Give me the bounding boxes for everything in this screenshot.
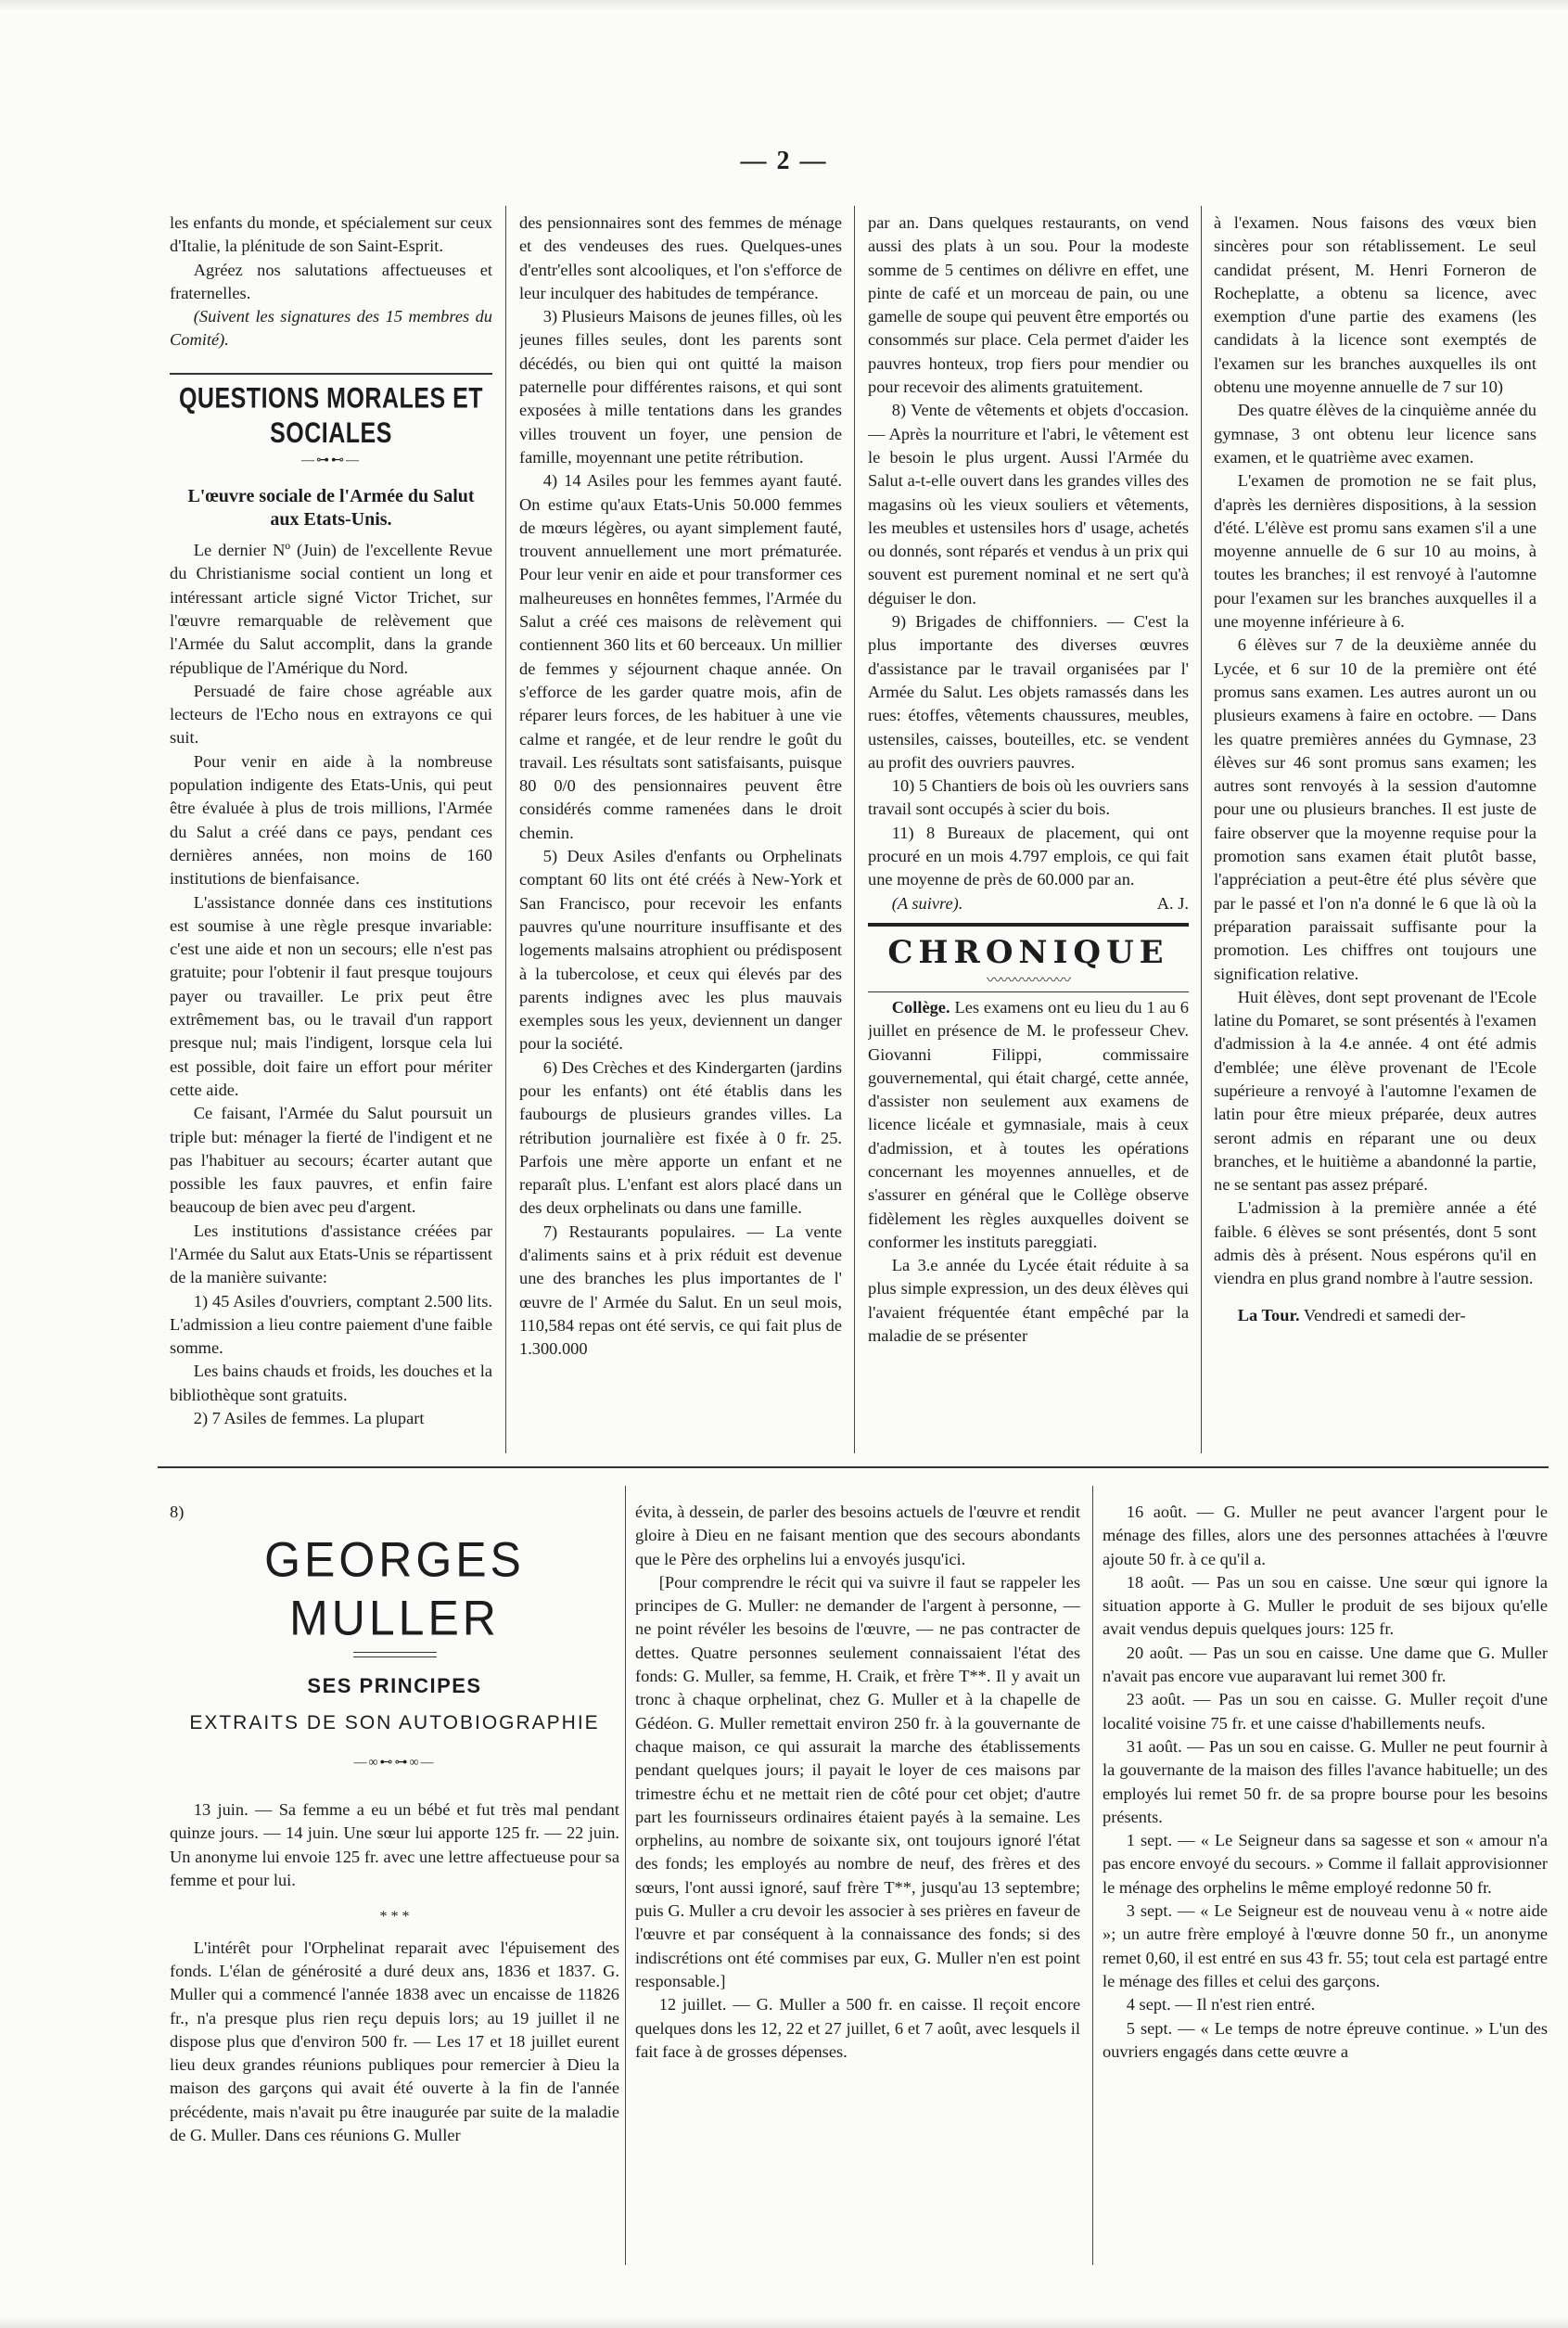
paragraph: 13 juin. — Sa femme a eu un bébé et fut très mal pendant quinze jours. — 14 juin. Une sœur lui apporte 125 fr. — 22 juin. Un anonyme lui envoie 125 fr. avec une lettre affectueuse pour sa femme et pour lui. (170, 1800, 619, 1890)
paragraph: 18 août. — Pas un sou en caisse. Une sœur qui ignore la situation apporte à G. Muller le produit de ses bijoux qu'elle avait vendus depuis quelques jours: 125 fr. (1103, 1572, 1548, 1639)
top-column-4 (1214, 211, 1536, 1450)
paragraph-lead: La Tour. (1237, 1305, 1300, 1324)
article-footer (868, 892, 1189, 915)
paragraph: Les institutions d'assistance créées par l'Armée du Salut aux Etats-Unis se répartissent de la manière suivante: (170, 1221, 492, 1287)
paragraph: Agréez nos salutations affectueuses et fraternelles. (170, 260, 492, 302)
bottom-column-1 (170, 1501, 619, 2270)
column-rule (1092, 1486, 1093, 2265)
list-item: 8) Vente de vêtements et objets d'occasion. — Après la nourriture et l'abri, le vêtement est le besoin le plus urgent. Aussi l'Armée du Salut a-t-elle ouvert dans les grandes villes des magasins où les vieux souliers et vêtements, les meubles et ustensiles hors d' usage, achetés ou donnés, sont réparés et vendus à un prix qui souvent est purement nominal et ne sert qu'à déguiser le don. (868, 401, 1189, 608)
top-column-3 (868, 211, 1189, 1450)
list-item: 4) 14 Asiles pour les femmes ayant fauté. On estime qu'aux Etats-Unis 50.000 femmes de mœurs légères, ou ayant simplement fauté, trouvent annuellement une mort prématurée. Pour leur venir en aide et pour transformer ces malheureuses en honnêtes femmes, l'Armée du Salut a créé ces maisons de relèvement qui contiennent 360 lits et 60 berceaux. Un millier de femmes y séjournent chaque année. On s'efforce de les garder quatre mois, afin de réparer leurs forces, de les habituer à une vie calme et rangée, et de leur rendre le goût du travail. Les résultats sont satisfaisants, puisque 80 0/0 des pensionnaires peuvent être considérés comme ramenées dans le droit chemin. (519, 471, 842, 842)
paragraph: des pensionnaires sont des femmes de ménage et des vendeuses des rues. Quelques-unes d'entr'elles sont alcooliques, et l'on s'efforce de leur inculquer des habitudes de tempérance. (519, 213, 842, 302)
paragraph: 16 août. — G. Muller ne peut avancer l'argent pour le ménage des filles, alors une des personnes attachées à l'œuvre ajoute 50 fr. à ce qu'il a. (1103, 1503, 1548, 1568)
column-rule (1201, 206, 1202, 1453)
author-initials: A. J. (1156, 893, 1189, 913)
scan-top-edge (0, 0, 1568, 11)
bottom-column-3 (1103, 1501, 1548, 2270)
paragraph: L'admission à la première année a été faible. 6 élèves se sont présentés, dont 5 sont admis dès à présent. Nous espérons qu'il en viendra en plus grand nombre à l'autre session. (1214, 1198, 1536, 1288)
feuilleton-subtitle-2: EXTRAITS DE SON AUTOBIOGRAPHIE (189, 1711, 600, 1733)
ornament: —⊶⊷— (301, 453, 361, 467)
article-title-line-1: L'œuvre sociale de l'Armée du Salut (187, 486, 475, 507)
top-column-2 (519, 211, 842, 1450)
paragraph: L'intérêt pour l'Orphelinat reparait avec l'épuisement des fonds. L'élan de générosité a duré deux ans, 1836 et 1837. G. Muller qui a commencé l'année 1838 avec un encaisse de 11826 fr., n'a presque plus rien reçu depuis lors; au 19 juillet il ne dispose plus que d'environ 500 fr. — Les 17 et 18 juillet eurent lieu deux grandes réunions publiques pour remercier à Dieu la maison des garçons qui avait été ouverte à la fin de l'année précédente, mais n'avait pu être inaugurée par suite de la maladie de G. Muller. Dans ces réunions G. Muller (170, 1938, 619, 2145)
article-title (170, 485, 492, 531)
paragraph: 5 sept. — « Le temps de notre épreuve continue. » L'un des ouvriers engagés dans cette œuvre a (1103, 2018, 1548, 2061)
signature-note: (Suivent les signatures des 15 membres du Comité). (170, 307, 492, 350)
title-underline (353, 1652, 437, 1657)
paragraph: L'examen de promotion ne se fait plus, d'après les dernières dispositions, à la session d'été. L'élève est promu sans examen s'il a une moyenne annuelle de 6 sur 10 au moins, à toutes les branches; il est renvoyé à l'automne pour l'examen sur les branches auxquelles il a une moyenne inférieure à 6. (1214, 471, 1536, 632)
chronique-header (868, 923, 1189, 992)
paragraph: 1 sept. — « Le Seigneur dans sa sagesse et son « amour n'a pas encore envoyé du secours. » Comme il fallait approvisionner le ménage des orphelins le même employé redonne 50 fr. (1103, 1831, 1548, 1897)
scan-bottom-edge (0, 2317, 1568, 2328)
list-item: 1) 45 Asiles d'ouvriers, comptant 2.500 lits. L'admission a lieu contre paiement d'une faible somme. (170, 1291, 492, 1358)
chronique-title: CHRONIQUE (887, 933, 1169, 971)
list-item: 3) Plusieurs Maisons de jeunes filles, où les jeunes filles seules, dont les parents sont décédés, ou bien qui ont quitté la maison paternelle pour différentes raisons, et qui sont exposées à mille tentations dans les grandes villes trouvent un foyer, une pension de famille, moyennant une petite rétribution. (519, 307, 842, 467)
paragraph: [Pour comprendre le récit qui va suivre il faut se rappeler les principes de G. Muller: ne demander de l'argent à personne, — ne point révéler les besoins de l'œuvre, — ne pas contracter de dettes. Quatre personnes seulement connaissaient l'état des fonds: G. Muller, sa femme, H. Craik, et frère T**. Il y avait un tronc à chaque orphelinat, chez G. Muller et à la chapelle de Gédéon. G. Muller remettait environ 250 fr. à la gouvernante de chaque maison, ce qui assurait la marche des établissements pendant quelques jours; il payait le loyer de ces maisons par trimestre échu et ne mettait rien de côté pour cet objet; d'autre part les fournisseurs ordinaires étaient payés à la semaine. Les orphelins, au nombre de soixante six, ont toujours ignoré l'état des fonds; les employés au nombre de neuf, des frères et des sœurs, l'ont aussi ignoré, sauf frère T**, jusqu'au 13 septembre; puis G. Muller a cru devoir les associer à ses prières en faveur de l'œuvre et par conséquent à la connaissance des fonds; si des indiscrétions ont été commises par eux, G. Muller n'en est point responsable.] (635, 1572, 1080, 1990)
bottom-column-2 (635, 1501, 1080, 2270)
list-item: 6) Des Crèches et des Kindergarten (jardins pour les enfants) ont été établis dans les faubourgs de plusieurs grandes villes. La rétribution journalière est fixée à 0 fr. 25. Parfois une mère apporte un enfant et ne reparaît plus. L'enfant est alors placé dans un des deux orphelinats ou dans une famille. (519, 1057, 842, 1218)
column-rule (625, 1486, 626, 2265)
paragraph: par an. Dans quelques restaurants, on vend aussi des plats à un sou. Pour la modeste somme de 5 centimes on délivre en effet, une pinte de café et un morceau de pain, ou une gamelle de soupe qui peuvent être emportés ou consommés sur place. Cela permet d'aider les pauvres honteux, trop fiers pour mendier ou pour recevoir des aliments gratuitement. (868, 213, 1189, 397)
list-item: 2) 7 Asiles de femmes. La plupart (193, 1409, 425, 1428)
paragraph-lead: Collège. (891, 997, 950, 1017)
paragraph: 4 sept. — Il n'est rien entré. (1126, 1995, 1316, 2015)
paragraph: La 3.e année du Lycée était réduite à sa plus simple expression, un des deux élèves qui l'avaient fréquentée étant empêché par la maladie de se présenter (868, 1256, 1189, 1346)
section-divider (158, 1466, 1549, 1468)
feuilleton-title: GEORGES MULLER (264, 1532, 525, 1646)
paragraph: 23 août. — Pas un sou en caisse. G. Muller reçoit d'une localité voisine 75 fr. et une caisse d'habillements neufs. (1103, 1690, 1548, 1733)
list-item: 10) 5 Chantiers de bois où les ouvriers sans travail sont occupés à scier du bois. (868, 776, 1189, 819)
paragraph: L'assistance donnée dans ces institutions est soumise à une règle presque invariable: c'est une aide et non un secours; elle n'est pas gratuite; pour l'obtenir il faut presque toujours payer ou travailler. Le prix peut être extrêmement bas, ou le travail d'un rapport presque nul; mais l'indigent, lorsque cela lui est possible, doit faire un effort pour mériter cette aide. (170, 892, 492, 1099)
paragraph: 31 août. — Pas un sou en caisse. G. Muller ne peut fournir à la gouvernante de la maison des filles l'avance habituelle; un des employés lui remet 50 fr. de sa propre bourse pour les besoins présents. (1103, 1736, 1548, 1826)
section-title: QUESTIONS MORALES ET SOCIALES (178, 381, 484, 450)
paragraph: 12 juillet. — G. Muller a 500 fr. en caisse. Il reçoit encore quelques dons les 12, 22 et 27 juillet, 6 et 7 août, avec lesquels il fait face à de grosses dépenses. (635, 1995, 1080, 2061)
paragraph: Collège. Les examens ont eu lieu du 1 au 6 juillet en présence de M. le professeur Chev. Giovanni Filippi, commissaire gouvernemental, qui était chargé, cette année, d'assister non seulement aux examens de licence licéale et gymnasiale, mais à ceux d'admission, et à toutes les opérations concernant les moyennes annuelles, et de s'assurer en général que le Collège observe fidèlement les règles auxquelles doivent se conformer les instituts pareggiati. (868, 997, 1189, 1251)
list-item: 5) Deux Asiles d'enfants ou Orphelinats comptant 60 lits ont été créés à New-York et San Francisco, pour recevoir les enfants pauvres qu'une nourriture insuffisante et des logements malsains atrophient ou prédisposent à la tubercolose, et ceux qui élevés par des parents indignes avec les plus mauvais exemples sous les yeux, deviennent un danger pour la société. (519, 847, 842, 1054)
paragraph: évita, à dessein, de parler des besoins actuels de l'œuvre et rendit gloire à Dieu en ne faisant mention que des secours abondants que le Père des orphelins lui a envoyés jusqu'ici. (635, 1503, 1080, 1568)
asterism: * * * (379, 1909, 410, 1925)
paragraph: Ce faisant, l'Armée du Salut poursuit un triple but: ménager la fierté de l'indigent et ne pas l'habituer au secours; écarter autant que possible les faux pauvres, et enfin faire beaucoup de bien avec peu d'argent. (170, 1104, 492, 1217)
paragraph: Le dernier Nº (Juin) de l'excellente Revue du Christianisme social contient un long et intéressant article signé Victor Trichet, sur l'œuvre remarquable de relèvement que l'Armée du Salut accomplit, dans la grande république de l'Amérique du Nord. (170, 541, 492, 677)
paragraph: Pour venir en aide à la nombreuse population indigente des Etats-Unis, qui peut être évaluée à plus de trois millions, l'Armée du Salut a créé dans ce pays, pendant ces dernières années, non moins de 160 institutions de bienfaisance. (170, 751, 492, 889)
paragraph: Persuadé de faire chose agréable aux lecteurs de l'Echo nous en extrayons ce qui suit. (170, 681, 492, 748)
paragraph: 3 sept. — « Le Seigneur est de nouveau venu à « notre aide »; un autre frère employé à l'œuvre donne 50 fr., un anonyme remet 0,60, il est entré en sus 43 fr. 55; tout cela est partagé entre le ménage des filles et celui des garçons. (1103, 1901, 1548, 1990)
wave-ornament: 〰〰〰〰〰〰 (986, 972, 1070, 989)
article-title-line-2: aux Etats-Unis. (270, 509, 392, 531)
to-be-continued: (A suivre). (891, 893, 963, 913)
top-column-1 (170, 211, 492, 1450)
list-item: 7) Restaurants populaires. — La vente d'aliments sains et à prix réduit est devenue une des branches les plus importantes de l' œuvre de l' Armée du Salut. En un seul mois, 110,584 repas ont été servis, ce qui fait plus de 1.300.000 (519, 1222, 842, 1359)
paragraph: La Tour. Vendredi et samedi der- (1237, 1305, 1466, 1324)
list-item: 11) 8 Bureaux de placement, qui ont procuré en un mois 4.797 emplois, ce qui fait une moyenne de près de 60.000 par an. (868, 823, 1189, 889)
column-rule (854, 206, 855, 1453)
paragraph: Des quatre élèves de la cinquième année du gymnase, 3 ont obtenu leur licence sans examen, et le quatrième avec examen. (1214, 401, 1536, 467)
column-rule (505, 206, 506, 1453)
installment-number: 8) (170, 1503, 185, 1521)
page-number: — 2 — (740, 147, 828, 175)
paragraph: à l'examen. Nous faisons des vœux bien sincères pour son rétablissement. Le seul candidat présent, M. Henri Forneron de Rocheplatte, a obtenu sa licence, avec exemption d'une partie des examens (les candidats à la licence sont exemptés de l'examen sur les branches auxquelles ils ont obtenu une moyenne annuelle de 7 sur 10) (1214, 213, 1536, 397)
paragraph: les enfants du monde, et spécialement sur ceux d'Italie, la plénitude de son Saint-Esprit. (170, 213, 492, 256)
ornament: —∞⊷⊶∞— (353, 1755, 436, 1770)
paragraph: 20 août. — Pas un sou en caisse. Une dame que G. Muller n'avait pas encore vue auparavant lui remet 300 fr. (1103, 1643, 1548, 1686)
divider (170, 373, 492, 375)
feuilleton-subtitle: SES PRINCIPES (307, 1674, 482, 1698)
list-item: 9) Brigades de chiffonniers. — C'est la plus importante des diverses œuvres d'assistance par le travail organisées par l' Armée du Salut. Les objets ramassés dans les rues: étoffes, vêtements chaussures, meubles, ustensiles, caisses, bouteilles, etc. se vendent au profit des ouvriers pauvres. (868, 612, 1189, 772)
paragraph: Huit élèves, dont sept provenant de l'Ecole latine du Pomaret, se sont présentés à l'examen d'admission à la 4.e année. 4 ont été admis d'emblée; une élève provenant de l'Ecole supérieure a renvoyé à l'automne l'examen de latin pour être mieux préparée, deux autres seront admis en réparant une ou deux branches, et le huitième a abandonné la partie, ne se sentant pas assez préparé. (1214, 987, 1536, 1195)
paragraph: Les bains chauds et froids, les douches et la bibliothèque sont gratuits. (170, 1362, 492, 1404)
paragraph: 6 élèves sur 7 de la deuxième année du Lycée, et 6 sur 10 de la première ont été promus sans examen. Les autres auront un ou plusieurs examens à faire en octobre. — Dans les quatre premières années du Gymnase, 23 élèves sur 46 sont promus sans examen; les autres sont renvoyés à la session d'automne pour une ou plusieurs branches. Il est juste de faire observer que la moyenne requise pour la promotion sans examen était plutôt basse, l'appréciation a peut-être été plus sévère que par le passé et l'on n'a donné le 6 que là où la préparation paraissait suffisante pour la promotion. Les chiffres ont toujours une signification relative. (1214, 635, 1536, 983)
